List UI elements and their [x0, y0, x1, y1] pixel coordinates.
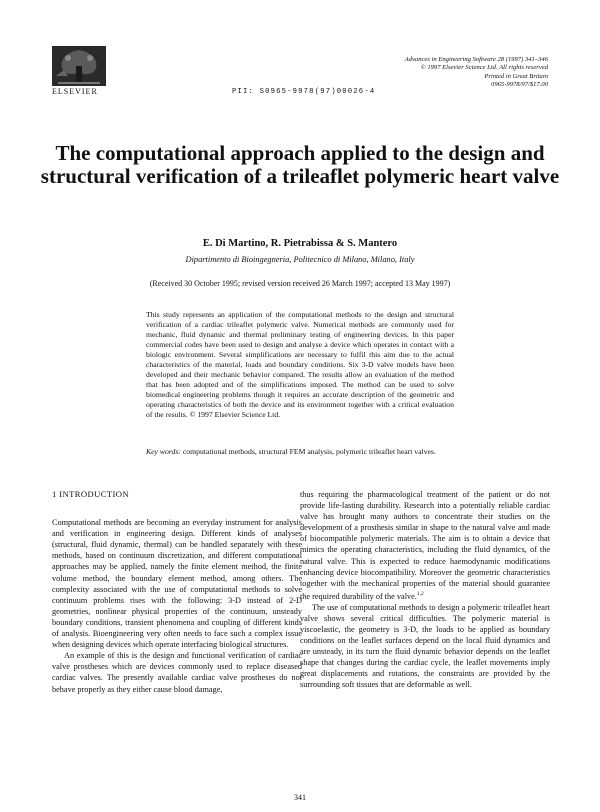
journal-line: Advances in Engineering Software 28 (1997) 341–346: [404, 56, 548, 63]
journal-info: [338, 56, 548, 90]
journal-line: 0965-9978/97/$17.00: [491, 81, 548, 89]
elsevier-tree-icon: [52, 46, 106, 86]
publisher-name: ELSEVIER: [52, 87, 98, 96]
journal-line: Printed in Great Britain: [484, 72, 548, 80]
authors: E. Di Martino, R. Pietrabissa & S. Mantero: [202, 238, 398, 249]
abstract: This study represents an application of the computational methods to the design and structural verification of a cardiac trileaflet polymeric valve. Numerical methods are commonly used for mechanic, fluid dynamic and thermal preliminary testing of engineering devices. In this paper commercial codes have been used to design and analyse a device which operates in contact with a biologic environment. Several simplifications are necessary to fulfil this aim due to the actual characteristics of the material, loads and boundary conditions. Six 3-D valve models have been developed and their mechanic behavior compared. The results allow an evaluation of the method that has been adopted and of the simplifications imposed. The method can be used to solve biomedical engineering problems though it requires an accurate description of the geometric and operating characteristics of both the device and its environment together with a critical evaluation of the results. © 1997 Elsevier Science Ltd.: [146, 310, 454, 420]
paragraph-text: thus requiring the pharmacological treatment of the patient or do not provide life-lasting durability. Research into a potentially reliable cardiac valve has brought many authors to concentrate their studies on the development of a prosthesis similar in shape to the natural valve and made of biocompatible polymeric materials. The aim is to obtain a device that mimics the operating characteristics, including the fluid dynamics, of the natural valve. This is expected to reduce haemodynamic modifications enhancing device biocompatibility. Moreover the geometric characteristics together with the mechanical properties of the material should guarantee the required durability of the valve.: [300, 490, 550, 601]
left-column: [52, 489, 302, 695]
right-column: [300, 489, 550, 690]
paper-title: The computational approach applied to the design and structural verification of a trileaflet polymeric heart valve: [40, 141, 560, 188]
keywords: [146, 447, 454, 457]
elsevier-logo: [52, 46, 106, 96]
keywords-text: computational methods, structural FEM analysis, polymeric trileaflet heart valves.: [182, 447, 436, 456]
keywords-label: Key words:: [146, 447, 181, 456]
page-number: 341: [294, 793, 306, 802]
paragraph: Computational methods are becoming an everyday instrument for analysis and verification in engineering design. Different kinds of analyses (structural, fluid dynamic, thermal) can be handled separately with these methods, based on continuum discretization, and different computational approaches may be applied, namely the finite element method, the finite volume method, the boundary element method, among others. The complexity associated with the use of computational methods to solve continuum problems rises with the following: 3-D instead of 2-D geometries, nonlinear physical properties of the continuum, unsteady boundary conditions, transient phenomena and coupling of different kinds of analysis. Bioengineering very often needs to face such a complex issue when designing devices which operate interfacing biological structures.: [52, 518, 302, 650]
reference-superscript: 1,2: [416, 590, 424, 597]
affiliation: Dipartimento di Bioingegneria, Politecnico di Milano, Milano, Italy: [185, 255, 415, 264]
paragraph: [300, 489, 550, 602]
paragraph: An example of this is the design and functional verification of cardiac valve prostheses which are devices commonly used to replace diseased cardiac valves. The presently available cardiac valve prostheses do not behave properly as they either cause blood damage,: [52, 651, 302, 694]
journal-line: © 1997 Elsevier Science Ltd. All rights reserved: [420, 64, 548, 72]
received-dates: (Received 30 October 1995; revised version received 26 March 1997; accepted 13 May 1997): [149, 279, 451, 288]
paragraph: The use of computational methods to design a polymeric trileaflet heart valve shows several critical difficulties. The polymeric material is viscoelastic, the geometry is 3-D, the loads to be applied as boundary conditions on the leaflet surfaces depend on the local fluid dynamics and are unsteady, in its turn the fluid dynamic behavior depends on the leaflet shape that changes during the cardiac cycle, the leaflet movements imply great displacements and rotations, the constraints are provided by the surrounding soft tissues that are deformable as well.: [300, 602, 550, 690]
pii-code: PII: S0965-9978(97)00026-4: [232, 88, 376, 96]
section-heading: 1 INTRODUCTION: [52, 489, 129, 499]
